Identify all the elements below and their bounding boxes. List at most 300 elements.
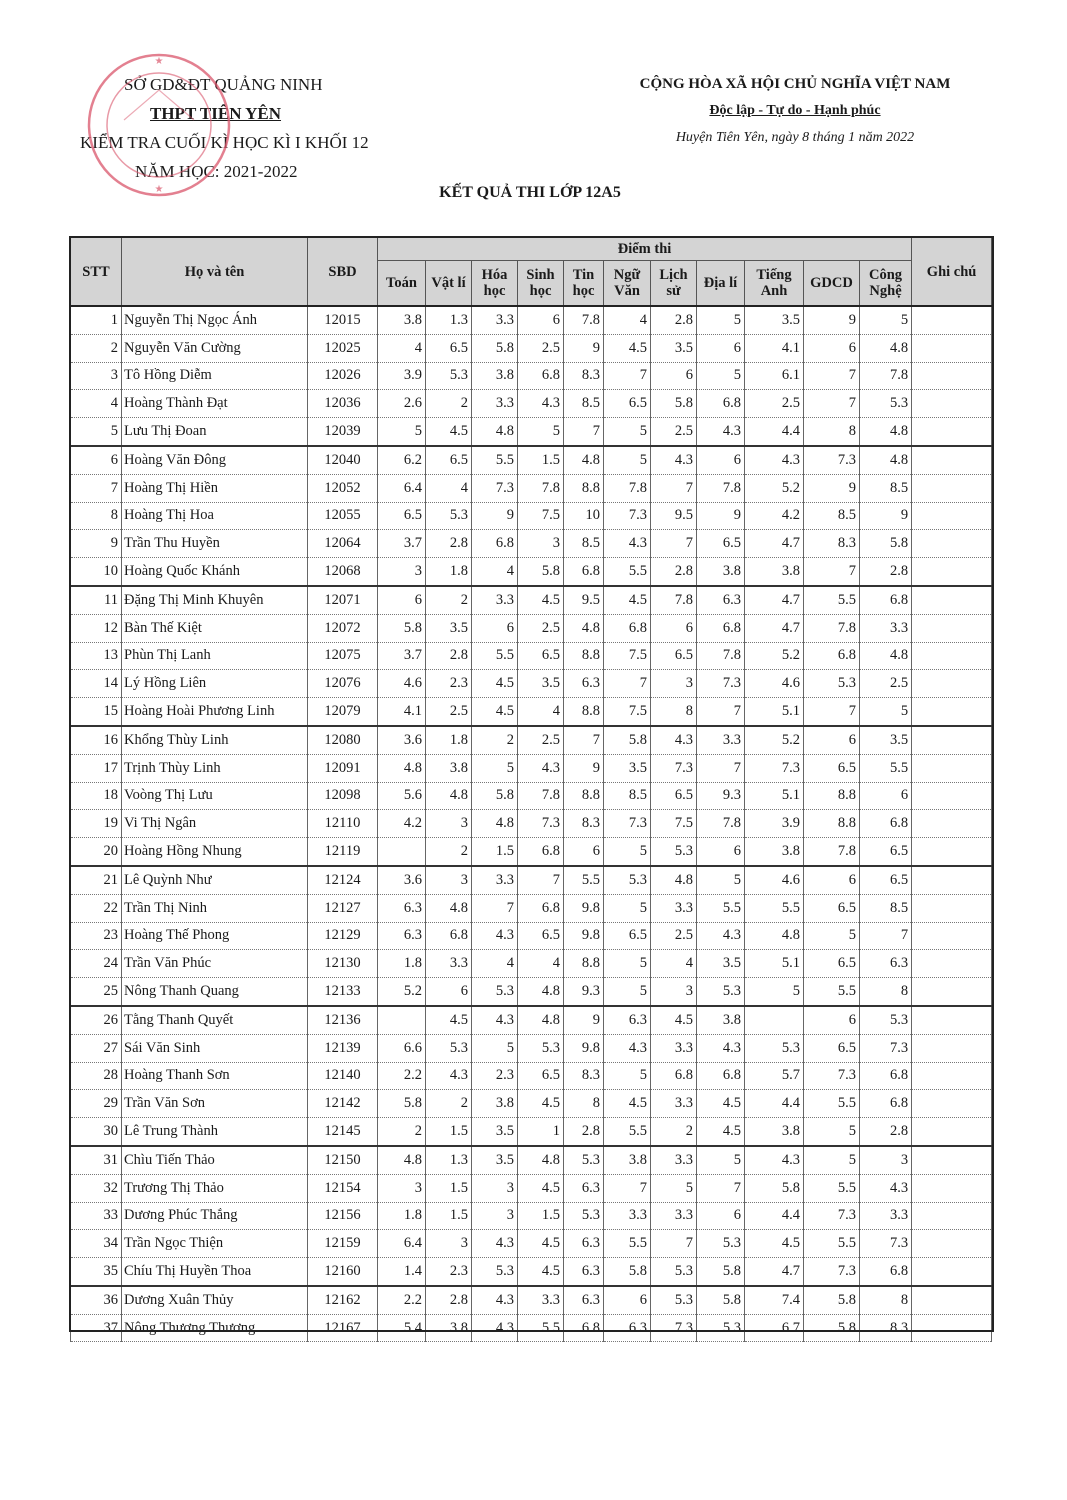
cell-score: 7.3 (804, 1202, 860, 1230)
cell-score: 3.3 (651, 1202, 697, 1230)
cell-name: Dương Xuân Thủy (122, 1286, 308, 1314)
cell-note (912, 1258, 992, 1286)
cell-score: 3.3 (426, 950, 472, 978)
cell-score: 5.5 (564, 866, 604, 894)
cell-score: 3.8 (426, 1314, 472, 1342)
cell-note (912, 362, 992, 390)
cell-score: 4.8 (518, 1146, 564, 1174)
cell-score: 5.5 (804, 1230, 860, 1258)
department-name: SỞ GD&ĐT QUẢNG NINH (124, 75, 323, 94)
cell-score: 8.5 (564, 530, 604, 558)
cell-score: 6.8 (518, 894, 564, 922)
cell-score: 5.8 (518, 558, 564, 586)
header-left (80, 70, 410, 186)
cell-score: 2 (378, 1118, 426, 1146)
cell-name: Voòng Thị Lưu (122, 782, 308, 810)
cell-stt: 11 (71, 586, 122, 614)
cell-score: 7.3 (518, 810, 564, 838)
cell-score: 6.4 (378, 1230, 426, 1258)
cell-score: 4.3 (604, 1034, 651, 1062)
cell-score: 5.5 (860, 754, 912, 782)
cell-score: 6.5 (860, 866, 912, 894)
cell-stt: 34 (71, 1230, 122, 1258)
cell-score: 5.8 (378, 1090, 426, 1118)
table-row (71, 558, 992, 586)
cell-stt: 37 (71, 1314, 122, 1342)
cell-score: 1.5 (426, 1202, 472, 1230)
cell-note (912, 1062, 992, 1090)
table-row (71, 586, 992, 614)
cell-sbd: 12162 (308, 1286, 378, 1314)
cell-stt: 8 (71, 502, 122, 530)
cell-score: 2.5 (651, 922, 697, 950)
cell-stt: 6 (71, 446, 122, 474)
cell-score: 7.5 (518, 502, 564, 530)
cell-score: 6.8 (564, 1314, 604, 1342)
cell-name: Hoàng Hồng Nhung (122, 838, 308, 866)
cell-score: 4.5 (745, 1230, 804, 1258)
table-row (71, 754, 992, 782)
cell-score: 3.3 (860, 614, 912, 642)
cell-score: 2.8 (426, 642, 472, 670)
cell-score: 6.3 (604, 1006, 651, 1034)
cell-sbd: 12052 (308, 474, 378, 502)
cell-score: 6.3 (564, 670, 604, 698)
cell-score: 10 (564, 502, 604, 530)
cell-note (912, 978, 992, 1006)
cell-score: 7.3 (745, 754, 804, 782)
cell-score: 5.5 (804, 586, 860, 614)
cell-sbd: 12130 (308, 950, 378, 978)
cell-score: 5.1 (745, 698, 804, 726)
cell-score: 7 (697, 1174, 745, 1202)
table-row (71, 1118, 992, 1146)
cell-score: 6.8 (604, 614, 651, 642)
cell-score: 3.7 (378, 642, 426, 670)
cell-score: 2.8 (860, 1118, 912, 1146)
cell-score: 7.3 (697, 670, 745, 698)
cell-note (912, 754, 992, 782)
cell-score: 6.8 (860, 586, 912, 614)
cell-score: 3 (651, 670, 697, 698)
cell-score: 3 (378, 1174, 426, 1202)
cell-note (912, 1230, 992, 1258)
cell-score: 4.8 (426, 782, 472, 810)
cell-score: 4.5 (472, 670, 518, 698)
cell-score: 5 (604, 950, 651, 978)
cell-score: 3.3 (697, 726, 745, 754)
cell-stt: 14 (71, 670, 122, 698)
cell-score: 4.7 (745, 614, 804, 642)
cell-score: 7.3 (804, 1258, 860, 1286)
cell-score: 7.3 (804, 446, 860, 474)
cell-sbd: 12026 (308, 362, 378, 390)
cell-score: 3.3 (472, 390, 518, 418)
cell-score: 2.3 (472, 1062, 518, 1090)
cell-score: 4.5 (604, 334, 651, 362)
cell-note (912, 894, 992, 922)
cell-score: 2.5 (745, 390, 804, 418)
cell-score: 4.5 (604, 586, 651, 614)
cell-score: 9 (804, 474, 860, 502)
cell-score: 6.3 (378, 922, 426, 950)
national-motto: Độc lập - Tự do - Hạnh phúc (709, 103, 881, 118)
cell-score: 4.7 (745, 586, 804, 614)
cell-score: 5 (860, 306, 912, 334)
cell-score: 7.8 (804, 838, 860, 866)
cell-score: 6 (426, 978, 472, 1006)
cell-score: 9 (472, 502, 518, 530)
cell-score: 4.5 (426, 1006, 472, 1034)
cell-score: 2 (651, 1118, 697, 1146)
cell-score: 5.3 (651, 838, 697, 866)
cell-score: 5 (697, 866, 745, 894)
cell-score: 5 (604, 446, 651, 474)
cell-score: 6.5 (651, 642, 697, 670)
cell-score: 6.5 (518, 922, 564, 950)
table-row (71, 1090, 992, 1118)
cell-score: 4.5 (518, 1258, 564, 1286)
cell-score: 3 (860, 1146, 912, 1174)
cell-score: 3.8 (745, 1118, 804, 1146)
cell-score: 5.3 (472, 1258, 518, 1286)
cell-score: 6.5 (518, 642, 564, 670)
cell-score: 4.6 (378, 670, 426, 698)
cell-score: 7 (804, 362, 860, 390)
cell-score: 4 (472, 950, 518, 978)
cell-sbd: 12159 (308, 1230, 378, 1258)
cell-score: 5 (472, 754, 518, 782)
header-subject: Hóa học (472, 261, 518, 307)
cell-score: 5.8 (472, 334, 518, 362)
table-row (71, 1286, 992, 1314)
cell-score: 4.3 (472, 1286, 518, 1314)
cell-score: 6.3 (564, 1174, 604, 1202)
header-subject: Sinh học (518, 261, 564, 307)
cell-score: 4.5 (426, 418, 472, 446)
cell-score: 5.8 (651, 390, 697, 418)
cell-name: Hoàng Thanh Sơn (122, 1062, 308, 1090)
cell-score (378, 1006, 426, 1034)
cell-score: 9 (564, 1006, 604, 1034)
cell-sbd: 12036 (308, 390, 378, 418)
cell-stt: 27 (71, 1034, 122, 1062)
school-year: NĂM HỌC: 2021-2022 (135, 162, 298, 181)
cell-name: Chìu Tiến Thảo (122, 1146, 308, 1174)
cell-name: Hoàng Thế Phong (122, 922, 308, 950)
cell-score: 3.5 (604, 754, 651, 782)
cell-name: Nông Thanh Quang (122, 978, 308, 1006)
cell-note (912, 1118, 992, 1146)
cell-score: 1.5 (518, 446, 564, 474)
cell-score: 5 (604, 978, 651, 1006)
cell-score: 4.8 (518, 978, 564, 1006)
cell-sbd: 12098 (308, 782, 378, 810)
cell-score: 4.7 (745, 530, 804, 558)
cell-score: 7 (697, 754, 745, 782)
cell-score: 6.8 (697, 614, 745, 642)
cell-score: 7.8 (518, 782, 564, 810)
cell-score: 5.4 (378, 1314, 426, 1342)
table-row (71, 530, 992, 558)
cell-score: 3.8 (745, 838, 804, 866)
table-row (71, 446, 992, 474)
cell-score: 4.3 (745, 446, 804, 474)
cell-score: 6.8 (564, 558, 604, 586)
cell-name: Hoàng Thành Đạt (122, 390, 308, 418)
table-row (71, 502, 992, 530)
cell-score: 3.3 (472, 306, 518, 334)
cell-score: 5.1 (745, 782, 804, 810)
cell-name: Hoàng Thị Hiền (122, 474, 308, 502)
cell-score: 7.8 (804, 614, 860, 642)
cell-note (912, 726, 992, 754)
cell-score: 6.8 (860, 1258, 912, 1286)
cell-score: 7.8 (564, 306, 604, 334)
cell-score: 5 (697, 1146, 745, 1174)
cell-score: 6.5 (378, 502, 426, 530)
cell-score: 4.1 (745, 334, 804, 362)
cell-note (912, 922, 992, 950)
cell-sbd: 12079 (308, 698, 378, 726)
cell-score: 7.4 (745, 1286, 804, 1314)
cell-score: 5.8 (604, 1258, 651, 1286)
cell-score: 4 (378, 334, 426, 362)
cell-score: 4.8 (745, 922, 804, 950)
cell-score: 2.6 (378, 390, 426, 418)
cell-stt: 2 (71, 334, 122, 362)
cell-score: 8.3 (564, 362, 604, 390)
cell-score: 2.5 (651, 418, 697, 446)
cell-score: 2 (426, 586, 472, 614)
cell-sbd: 12071 (308, 586, 378, 614)
cell-name: Trương Thị Thảo (122, 1174, 308, 1202)
table-row (71, 1034, 992, 1062)
cell-stt: 17 (71, 754, 122, 782)
cell-sbd: 12039 (308, 418, 378, 446)
cell-score: 4.4 (745, 1090, 804, 1118)
cell-score: 5 (378, 418, 426, 446)
cell-stt: 19 (71, 810, 122, 838)
cell-note (912, 1202, 992, 1230)
table-row (71, 1174, 992, 1202)
header-subject: Lịch sử (651, 261, 697, 307)
cell-score: 3.9 (378, 362, 426, 390)
cell-score: 7 (472, 894, 518, 922)
cell-score: 8.8 (564, 474, 604, 502)
cell-score (745, 1006, 804, 1034)
cell-score: 4.5 (604, 1090, 651, 1118)
cell-note (912, 530, 992, 558)
cell-score: 8.5 (604, 782, 651, 810)
cell-score: 6 (472, 614, 518, 642)
school-name: THPT TIÊN YÊN (150, 104, 282, 123)
cell-score: 4.5 (518, 1090, 564, 1118)
cell-sbd: 12119 (308, 838, 378, 866)
cell-name: Chíu Thị Huyền Thoa (122, 1258, 308, 1286)
table-row (71, 782, 992, 810)
table-row (71, 418, 992, 446)
cell-score: 7 (804, 558, 860, 586)
cell-sbd: 12139 (308, 1034, 378, 1062)
cell-score: 4.8 (860, 642, 912, 670)
cell-score: 3.6 (378, 726, 426, 754)
cell-score: 9 (697, 502, 745, 530)
cell-score: 4.8 (564, 614, 604, 642)
cell-score: 5 (651, 1174, 697, 1202)
cell-score: 6 (804, 726, 860, 754)
cell-score: 5 (697, 362, 745, 390)
cell-stt: 22 (71, 894, 122, 922)
cell-score: 3 (472, 1174, 518, 1202)
cell-name: Lưu Thị Đoan (122, 418, 308, 446)
cell-name: Trần Văn Sơn (122, 1090, 308, 1118)
cell-stt: 18 (71, 782, 122, 810)
results-body (71, 306, 992, 1342)
cell-score: 3.5 (472, 1118, 518, 1146)
cell-score: 8.8 (804, 782, 860, 810)
cell-score: 8.8 (564, 782, 604, 810)
header-right (600, 72, 990, 151)
cell-score: 4.5 (697, 1118, 745, 1146)
cell-score: 9 (860, 502, 912, 530)
cell-score: 7 (564, 418, 604, 446)
cell-score: 3.8 (426, 754, 472, 782)
cell-score: 2.2 (378, 1286, 426, 1314)
cell-score: 4 (518, 950, 564, 978)
cell-sbd: 12140 (308, 1062, 378, 1090)
header-subject: Địa lí (697, 261, 745, 307)
header-stt: STT (71, 238, 122, 307)
cell-score (378, 838, 426, 866)
cell-score: 6.3 (564, 1258, 604, 1286)
cell-score: 5.5 (697, 894, 745, 922)
cell-score: 9 (804, 306, 860, 334)
cell-score: 6.5 (804, 754, 860, 782)
cell-score: 6.3 (604, 1314, 651, 1342)
cell-score: 2 (472, 726, 518, 754)
cell-sbd: 12075 (308, 642, 378, 670)
cell-sbd: 12124 (308, 866, 378, 894)
cell-score: 5.3 (426, 1034, 472, 1062)
cell-score: 5.8 (604, 726, 651, 754)
cell-score: 7.3 (651, 754, 697, 782)
cell-score: 7.5 (604, 698, 651, 726)
cell-score: 5.3 (804, 670, 860, 698)
cell-score: 3.3 (604, 1202, 651, 1230)
cell-score: 5 (697, 306, 745, 334)
cell-score: 7.8 (860, 362, 912, 390)
cell-score: 8 (564, 1090, 604, 1118)
cell-score: 8 (860, 978, 912, 1006)
cell-score: 4.6 (745, 670, 804, 698)
cell-stt: 1 (71, 306, 122, 334)
cell-note (912, 1314, 992, 1342)
cell-note (912, 670, 992, 698)
cell-sbd: 12136 (308, 1006, 378, 1034)
cell-stt: 12 (71, 614, 122, 642)
cell-score: 9 (564, 754, 604, 782)
cell-score: 8.5 (860, 894, 912, 922)
cell-score: 9.8 (564, 922, 604, 950)
cell-score: 2.8 (651, 306, 697, 334)
cell-score: 7.3 (472, 474, 518, 502)
cell-score: 6.8 (472, 530, 518, 558)
cell-score: 4.7 (745, 1258, 804, 1286)
cell-score: 5.5 (472, 446, 518, 474)
cell-score: 9.3 (697, 782, 745, 810)
header-subject: Tin học (564, 261, 604, 307)
cell-score: 4.8 (518, 1006, 564, 1034)
table-row (71, 306, 992, 334)
cell-score: 7 (651, 1230, 697, 1258)
table-row (71, 978, 992, 1006)
table-row (71, 922, 992, 950)
cell-score: 7.3 (860, 1034, 912, 1062)
cell-score: 4.8 (860, 446, 912, 474)
cell-score: 3.8 (697, 558, 745, 586)
cell-score: 2.8 (426, 1286, 472, 1314)
cell-name: Đặng Thị Minh Khuyên (122, 586, 308, 614)
cell-score: 7.3 (604, 810, 651, 838)
header-subject: Toán (378, 261, 426, 307)
cell-score: 9 (564, 334, 604, 362)
cell-score: 8.3 (804, 530, 860, 558)
cell-score: 7.5 (604, 642, 651, 670)
cell-score: 6 (378, 586, 426, 614)
cell-score: 3.5 (697, 950, 745, 978)
cell-stt: 13 (71, 642, 122, 670)
cell-name: Khổng Thùy Linh (122, 726, 308, 754)
cell-sbd: 12091 (308, 754, 378, 782)
cell-stt: 4 (71, 390, 122, 418)
cell-score: 5.5 (604, 558, 651, 586)
cell-score: 3.8 (745, 558, 804, 586)
cell-score: 3.3 (651, 1146, 697, 1174)
cell-score: 6.8 (804, 642, 860, 670)
cell-sbd: 12167 (308, 1314, 378, 1342)
table-row (71, 698, 992, 726)
cell-score: 3.3 (518, 1286, 564, 1314)
cell-score: 4.8 (651, 866, 697, 894)
cell-score: 4.5 (472, 698, 518, 726)
cell-score: 5.6 (378, 782, 426, 810)
cell-score: 9.5 (651, 502, 697, 530)
cell-note (912, 502, 992, 530)
results-table (70, 237, 992, 1342)
cell-score: 1.3 (426, 306, 472, 334)
header-sbd: SBD (308, 238, 378, 307)
cell-score: 6.8 (426, 922, 472, 950)
cell-score: 6 (697, 446, 745, 474)
cell-score: 1.5 (426, 1118, 472, 1146)
cell-score: 5.3 (472, 978, 518, 1006)
cell-name: Bàn Thế Kiệt (122, 614, 308, 642)
cell-score: 6 (804, 334, 860, 362)
cell-score: 3.3 (472, 866, 518, 894)
cell-name: Tô Hồng Diễm (122, 362, 308, 390)
cell-score: 6.6 (378, 1034, 426, 1062)
svg-text:★: ★ (154, 56, 164, 67)
cell-stt: 31 (71, 1146, 122, 1174)
exam-name: KIỂM TRA CUỐI KÌ HỌC KÌ I KHỐI 12 (80, 133, 369, 152)
cell-score: 5.8 (804, 1286, 860, 1314)
cell-score: 7 (804, 390, 860, 418)
cell-score: 6.2 (378, 446, 426, 474)
cell-score: 6.8 (651, 1062, 697, 1090)
cell-sbd: 12129 (308, 922, 378, 950)
header-subject: Công Nghệ (860, 261, 912, 307)
